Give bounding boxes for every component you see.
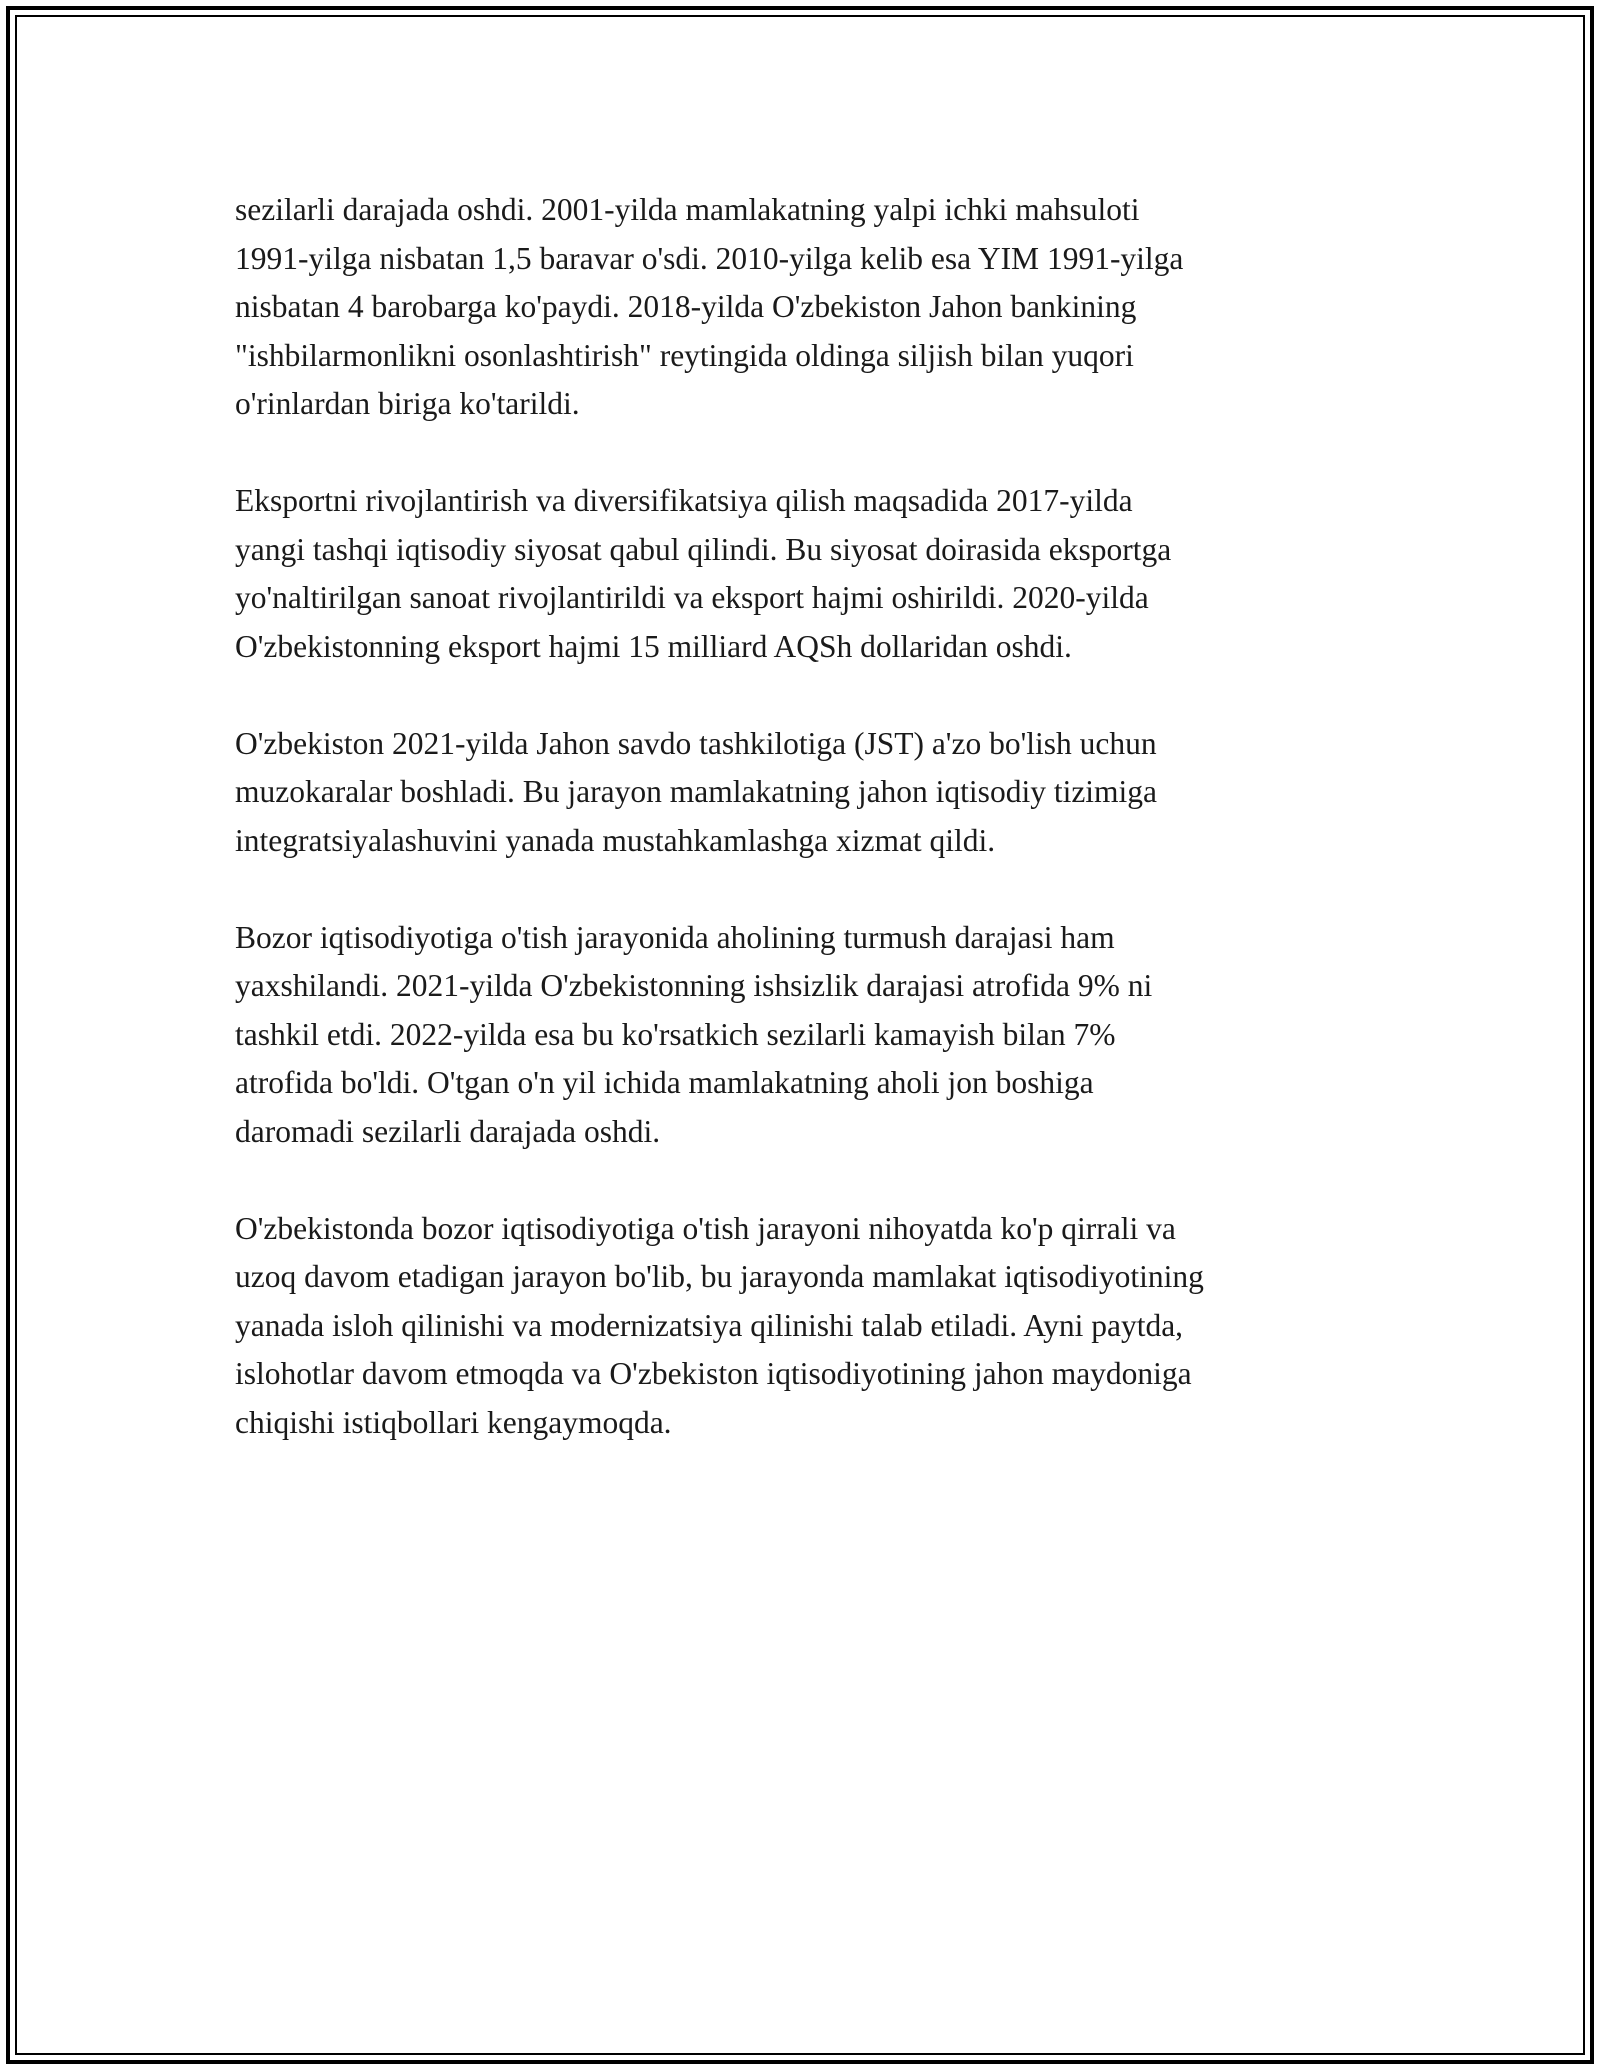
paragraph-economic-growth: sezilarli darajada oshdi. 2001-yilda mamlakatning yalpi ichki mahsuloti 1991-yilga nisbatan 1,5 baravar o'sdi. 2010-yilga kelib esa YIM 1991-yilga nisbatan 4 barobarga ko'paydi. 2018-yilda O'zbekiston Jahon bankining "ishbilarmonlikni osonlashtirish" reytingida oldinga siljish bilan yuqori o'rinlardan biriga ko'tarildi.: [235, 192, 1184, 421]
paragraph-living-standards: Bozor iqtisodiyotiga o'tish jarayonida aholining turmush darajasi ham yaxshilandi. 2021-yilda O'zbekistonning ishsizlik darajasi atrofida 9% ni tashkil etdi. 2022-yilda esa bu ko'rsatkich sezilarli kamayish bilan 7% atrofida bo'ldi. O'tgan o'n yil ichida mamlakatning aholi jon boshiga daromadi sezilarli darajada oshdi.: [235, 919, 1153, 1149]
paragraph-market-transition: O'zbekistonda bozor iqtisodiyotiga o'tish jarayoni nihoyatda ko'p qirrali va uzoq davom etadigan jarayon bo'lib, bu jarayonda mamlakat iqtisodiyotining yanada isloh qilinishi va modernizatsiya qilinishi talab etiladi. Ayni paytda, islohotlar davom etmoqda va O'zbekiston iqtisodiyotining jahon maydoniga chiqishi istiqbollari kengaymoqda.: [235, 1210, 1204, 1440]
document-body: [235, 186, 1405, 1496]
paragraph-export-policy: Eksportni rivojlantirish va diversifikatsiya qilish maqsadida 2017-yilda yangi tashqi iqtisodiy siyosat qabul qilindi. Bu siyosat doirasida eksportga yo'naltirilgan sanoat rivojlantirildi va eksport hajmi oshirildi. 2020-yilda O'zbekistonning eksport hajmi 15 milliard AQSh dollaridan oshdi.: [235, 483, 1172, 664]
paragraph-wto-accession: O'zbekiston 2021-yilda Jahon savdo tashkilotiga (JST) a'zo bo'lish uchun muzokaralar boshladi. Bu jarayon mamlakatning jahon iqtisodiy tizimiga integratsiyalashuvini yanada mustahkamlashga xizmat qildi.: [235, 725, 1158, 858]
